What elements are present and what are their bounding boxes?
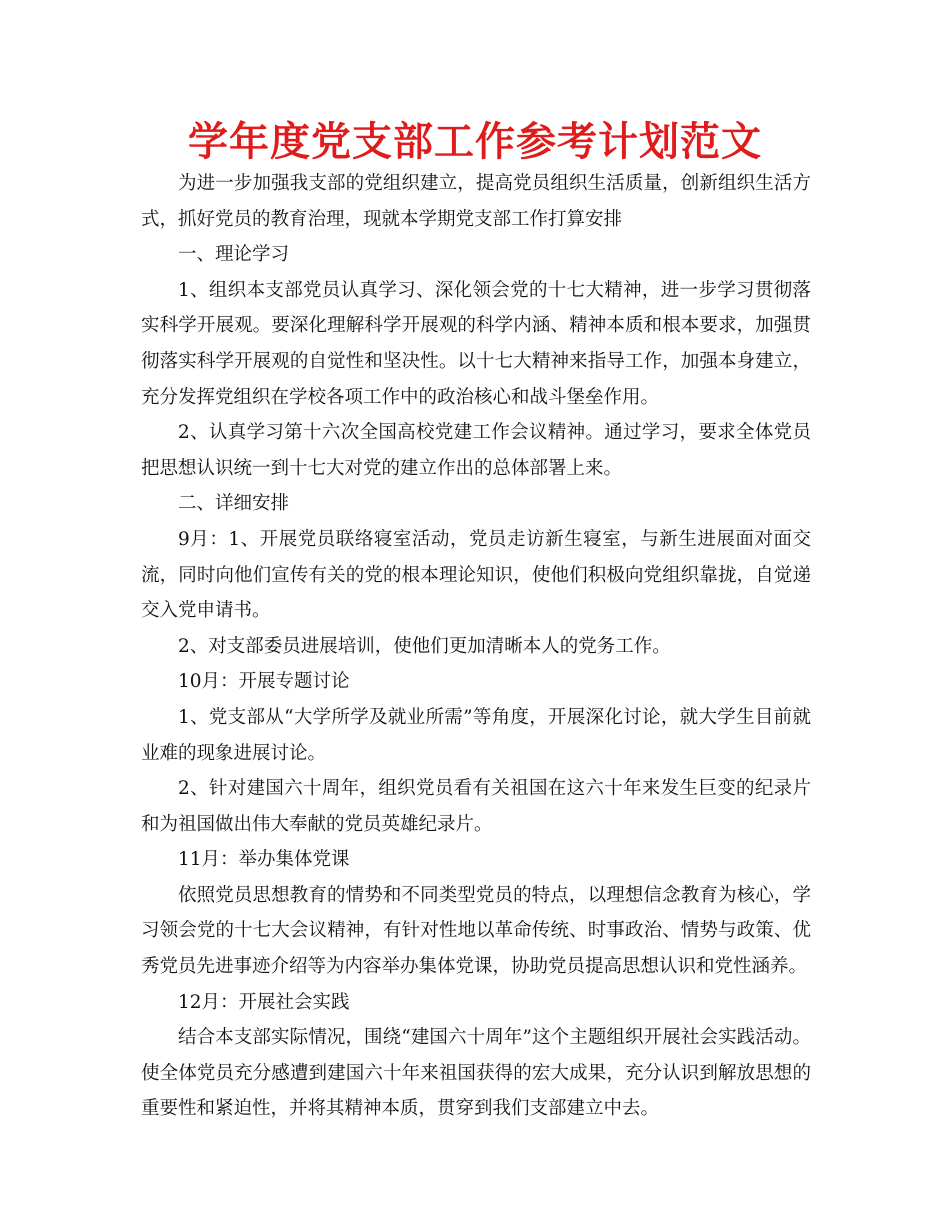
paragraph: 1、组织本支部党员认真学习、深化领会党的十七大精神，进一步学习贯彻落实科学开展观。要深化理解科学开展观的科学内涵、精神本质和根本要求，加强贯彻落实科学开展观的自觉性和坚决性。以十七大精神来指导工作，加强本身建立，充分发挥党组织在学校各项工作中的政治核心和战斗堡垒作用。 [141,279,811,408]
document-body [141,166,811,1127]
month-heading-october: 10月：开展专题讨论 [178,671,350,693]
section-heading-detailed-plan: 二、详细安排 [178,493,290,515]
paragraph: 依照党员思想教育的情势和不同类型党员的特点，以理想信念教育为核心，学习领会党的十七大会议精神，有针对性地以革命传统、时事政治、情势与政策、优秀党员先进事迹介绍等为内容举办集体党课，协助党员提高思想认识和党性涵养。 [141,884,811,978]
paragraph: 1、党支部从“大学所学及就业所需”等角度，开展深化讨论，就大学生目前就业难的现象进展讨论。 [141,706,811,764]
paragraph: 2、对支部委员进展培训，使他们更加清晰本人的党务工作。 [178,635,671,657]
paragraph: 2、针对建国六十周年，组织党员看有关祖国在这六十年来发生巨变的纪录片和为祖国做出伟大奉献的党员英雄纪录片。 [141,778,811,835]
paragraph: 结合本支部实际情况，围绕“建国六十周年”这个主题组织开展社会实践活动。使全体党员充分感遭到建国六十年来祖国获得的宏大成果，充分认识到解放思想的重要性和紧迫性，并将其精神本质，贯穿到我们支部建立中去。 [141,1027,811,1120]
intro-paragraph: 为进一步加强我支部的党组织建立，提高党员组织生活质量，创新组织生活方式，抓好党员的教育治理，现就本学期党支部工作打算安排 [141,173,811,230]
document-title: 学年度党支部工作参考计划范文 [188,119,762,165]
month-heading-november: 11月：举办集体党课 [178,849,350,871]
paragraph: 9月：1、开展党员联络寝室活动，党员走访新生寝室，与新生进展面对面交流，同时向他们宣传有关的党的根本理论知识，使他们积极向党组织靠拢，自觉递交入党申请书。 [141,528,811,622]
month-heading-december: 12月：开展社会实践 [178,991,350,1013]
section-heading-theory-study: 一、理论学习 [178,244,290,266]
paragraph: 2、认真学习第十六次全国高校党建工作会议精神。通过学习，要求全体党员把思想认识统一到十七大对党的建立作出的总体部署上来。 [141,422,811,479]
